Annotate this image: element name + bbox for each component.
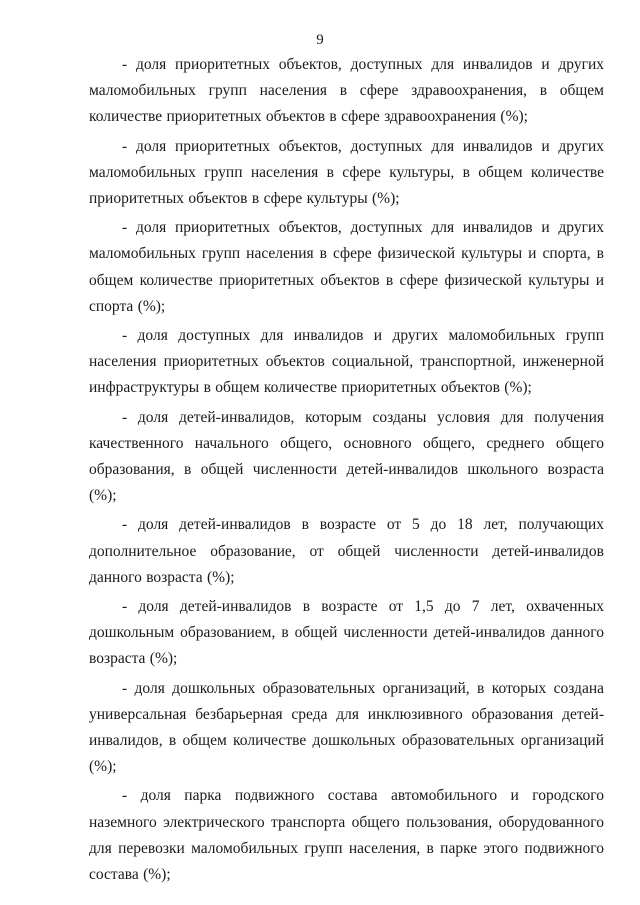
indicator-paragraph: - доля детей-инвалидов, которым созданы условия для получения качественного начального общего, основного общего, среднего общего образования, в общей численности детей-инвалидов школьного возраста (%); bbox=[89, 408, 604, 505]
indicator-paragraph: - доля парка подвижного состава автомобильного и городского наземного электрического транспорта общего пользования, оборудованного для перевозки маломобильных групп населения, в парке этого подвижного состава (%); bbox=[89, 787, 604, 884]
page-number: 9 bbox=[316, 32, 324, 48]
indicator-paragraph: - доля приоритетных объектов, доступных для инвалидов и других маломобильных групп населения в сфере физической культуры и спорта, в общем количестве приоритетных объектов в сфере физической культуры и спорта (%); bbox=[89, 219, 604, 315]
indicator-paragraph: - доля приоритетных объектов, доступных для инвалидов и других маломобильных групп населения в сфере здравоохранения, в общем количестве приоритетных объектов в сфере здравоохранения (%); bbox=[89, 56, 604, 126]
indicator-paragraph: - доля приоритетных объектов, доступных для инвалидов и других маломобильных групп населения в сфере культуры, в общем количестве приоритетных объектов в сфере культуры (%); bbox=[89, 137, 604, 208]
indicator-paragraph: - доля дошкольных образовательных организаций, в которых создана универсальная безбарьерная среда для инклюзивного образования детей-инвалидов, в общем количестве дошкольных образовательных организаций (%); bbox=[89, 679, 604, 776]
document-body bbox=[89, 52, 604, 891]
indicator-paragraph: - доля детей-инвалидов в возрасте от 5 до 18 лет, получающих дополнительное образование, от общей численности детей-инвалидов данного возраста (%); bbox=[89, 516, 604, 586]
indicator-paragraph: - доля детей-инвалидов в возрасте от 1,5 до 7 лет, охваченных дошкольным образованием, в общей численности детей-инвалидов данного возраста (%); bbox=[89, 598, 604, 668]
indicator-paragraph: - доля доступных для инвалидов и других маломобильных групп населения приоритетных объектов социальной, транспортной, инженерной инфраструктуры в общем количестве приоритетных объектов (%); bbox=[89, 327, 604, 397]
